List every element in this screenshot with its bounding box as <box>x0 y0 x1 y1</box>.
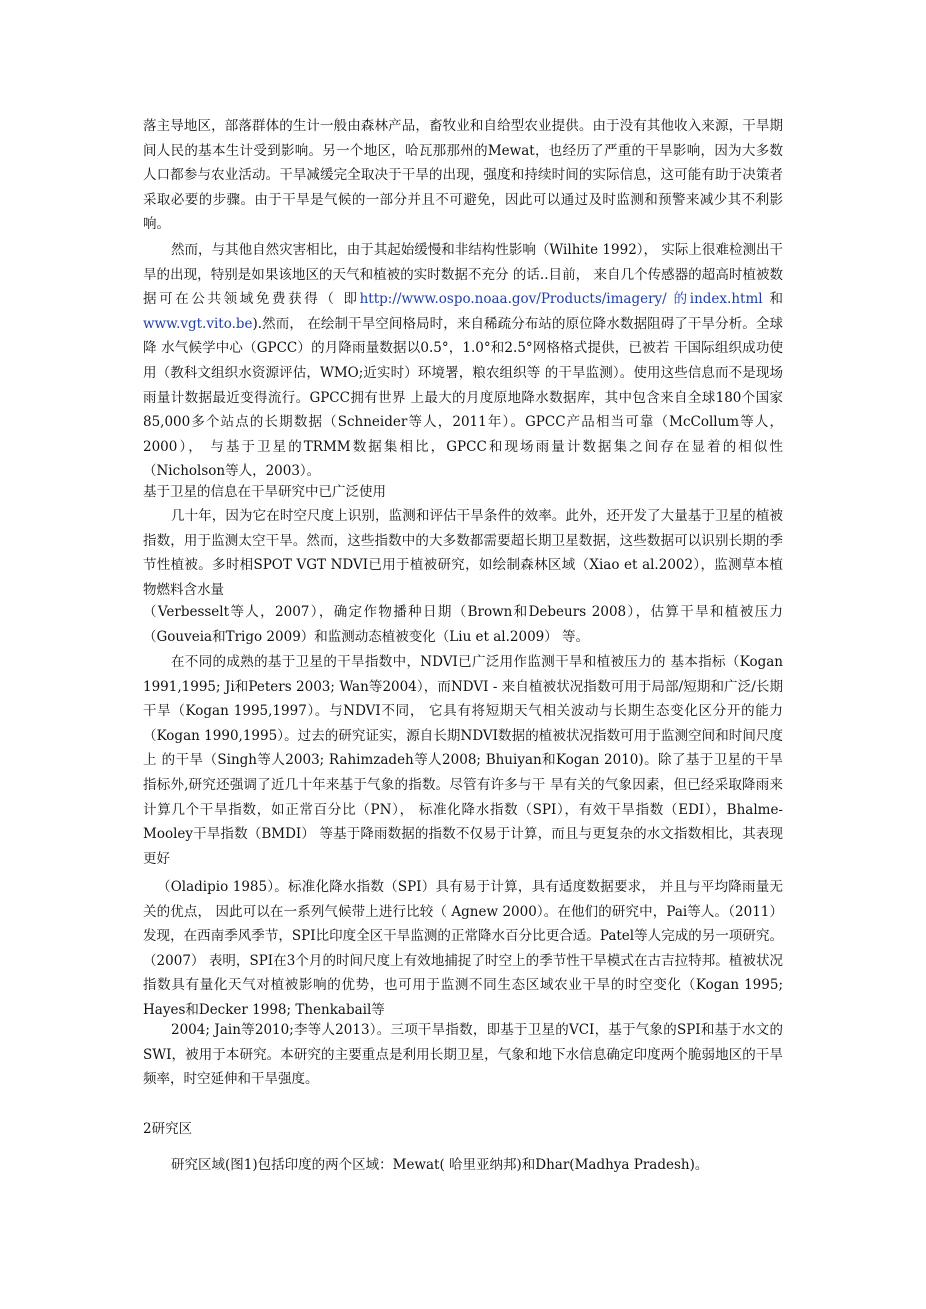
paragraph-spi: （Oladipio 1985）。标准化降水指数（SPI）具有易于计算，具有适度数据要求， 并且与平均降雨量无关的优点， 因此可以在一系列气候带上进行比较（ Agnew 2000）。在他们的研究中，Pai等人。（2011）发现，在西南季风季节，SPI比印度全区干旱监测的正常降水百分比更合适。Patel等人完成的另一项研究。（2007） 表明，SPI在3个月的时间尺度上有效地捕捉了时空上的季节性干旱模式在古吉拉特邦。植被状况指数具有量化天气对植被影响的优势，也可用于监测不同生态区域农业干旱的时空变化（Kogan 1995; Hayes和Decker 1998; Thenkabail等 <box>143 879 783 1018</box>
paragraph-drought-indices: 在不同的成熟的基于卫星的干旱指数中，NDVI已广泛用作监测干旱和植被压力的 基本指标（Kogan 1991,1995; Ji和Peters 2003; Wan等2004），而NDVI - 来自植被状况指数可用于局部/短期和广泛/长期干旱（Kogan 1995,1997）。与NDVI不同， 它具有将短期天气相关波动与长期生态变化区分开的能力（Kogan 1990,1995）。过去的研究证实，源自长期NDVI数据的植被状况指数可用于监测空间和时间尺度上 的干旱（Singh等人2003; Rahimzadeh等人2008; Bhuiyan和Kogan 2010)。除了基于卫星的干旱指标外,研究还强调了近几十年来基于气象的指数。尽管有许多与干 旱有关的气象因素，但已经采取降雨来计算几个干旱指数，如正常百分比（PN）， 标准化降水指数（SPI），有效干旱指数（EDI），Bhalme-Mooley干旱指数（BMDI） 等基于降雨数据的指数不仅易于计算，而且与更复杂的水文指数相比，其表现更好 <box>143 654 783 867</box>
paragraph-detection-difficulty <box>143 238 783 484</box>
paragraph-text: 和 <box>762 291 783 308</box>
paragraph-satellite-indices: 几十年，因为它在时空尺度上识别，监测和评估干旱条件的效率。此外，还开发了大量基于卫星的植被指数，用于监测太空干旱。然而，这些指数中的大多数都需要超长期卫星数据，这些数据可以识别长期的季节性植被。多时相SPOT VGT NDVI已用于植被研究，如绘制森林区域（Xiao et al.2002），监测草本植物燃料含水量 <box>143 508 783 598</box>
paragraph-study-focus: 2004; Jain等2010;李等人2013）。三项干旱指数，即基于卫星的VCI，基于气象的SPI和基于水文的SWI，被用于本研究。本研究的主要重点是利用长期卫星，气象和地下水信息确定印度两个脆弱地区的干旱频率，时空延伸和干旱强度。 <box>143 1022 783 1088</box>
paragraph-text: 然而，与其他自然灾害相比，由于其起始缓慢和非结构性影响（Wilhite 1992）， 实际上很难检测出干旱的出现，特别是如果该地区的天气和植被的实时数据不充分 的话..目前， 来自几个传感器的超高时植被数据可在公共领域免费获得（ 即 <box>143 242 783 308</box>
noaa-link[interactable]: http://www.ospo.noaa.gov/Products/imagery/ 的index.html <box>359 291 763 308</box>
section-subheading: 基于卫星的信息在干旱研究中已广泛使用 <box>143 484 386 500</box>
paragraph-satellite-indices-cont: （Verbesselt等人，2007），确定作物播种日期（Brown和Debeurs 2008），估算干旱和植被压力（Gouveia和Trigo 2009）和监测动态植被变化（Liu et al.2009） 等。 <box>143 604 783 645</box>
paragraph-study-area: 研究区域(图1)包括印度的两个区域：Mewat( 哈里亚纳邦)和Dhar(Madhya Pradesh)。 <box>171 1157 709 1173</box>
paragraph-drought-livelihood: 落主导地区，部落群体的生计一般由森林产品，畜牧业和自给型农业提供。由于没有其他收入来源，干旱期间人民的基本生计受到影响。另一个地区，哈瓦那那州的Mewat，也经历了严重的干旱影响，因为大多数人口都参与农业活动。干旱减缓完全取决于干旱的出现，强度和持续时间的实际信息，这可能有助于决策者采取必要的步骤。由于干旱是气候的一部分并且不可避免，因此可以通过及时监测和预警来减少其不利影响。 <box>143 118 783 233</box>
vito-link[interactable]: www.vgt.vito.be <box>143 315 253 332</box>
paragraph-text: ).然而， 在绘制干旱空间格局时，来自稀疏分布站的原位降水数据阻碍了干旱分析。全球降 水气候学中心（GPCC）的月降雨量数据以0.5°，1.0°和2.5°网格格式提供，已被若 干国际组织成功使用（教科文组织水资源评估，WMO;近实时）环境署，粮农组织等 的干旱监测）。使用这些信息而不是现场雨量计数据最近变得流行。GPCC拥有世界 上最大的月度原地降水数据库，其中包含来自全球180个国家85,000多个站点的长期数据（Schneider等人，2011年）。GPCC产品相当可靠（McCollum等人，2000）， 与基于卫星的TRMM数据集相比，GPCC和现场雨量计数据集之间存在显着的相似性（Nicholson等人，2003）。 <box>143 315 783 480</box>
section-heading-study-area: 2研究区 <box>143 1121 193 1137</box>
